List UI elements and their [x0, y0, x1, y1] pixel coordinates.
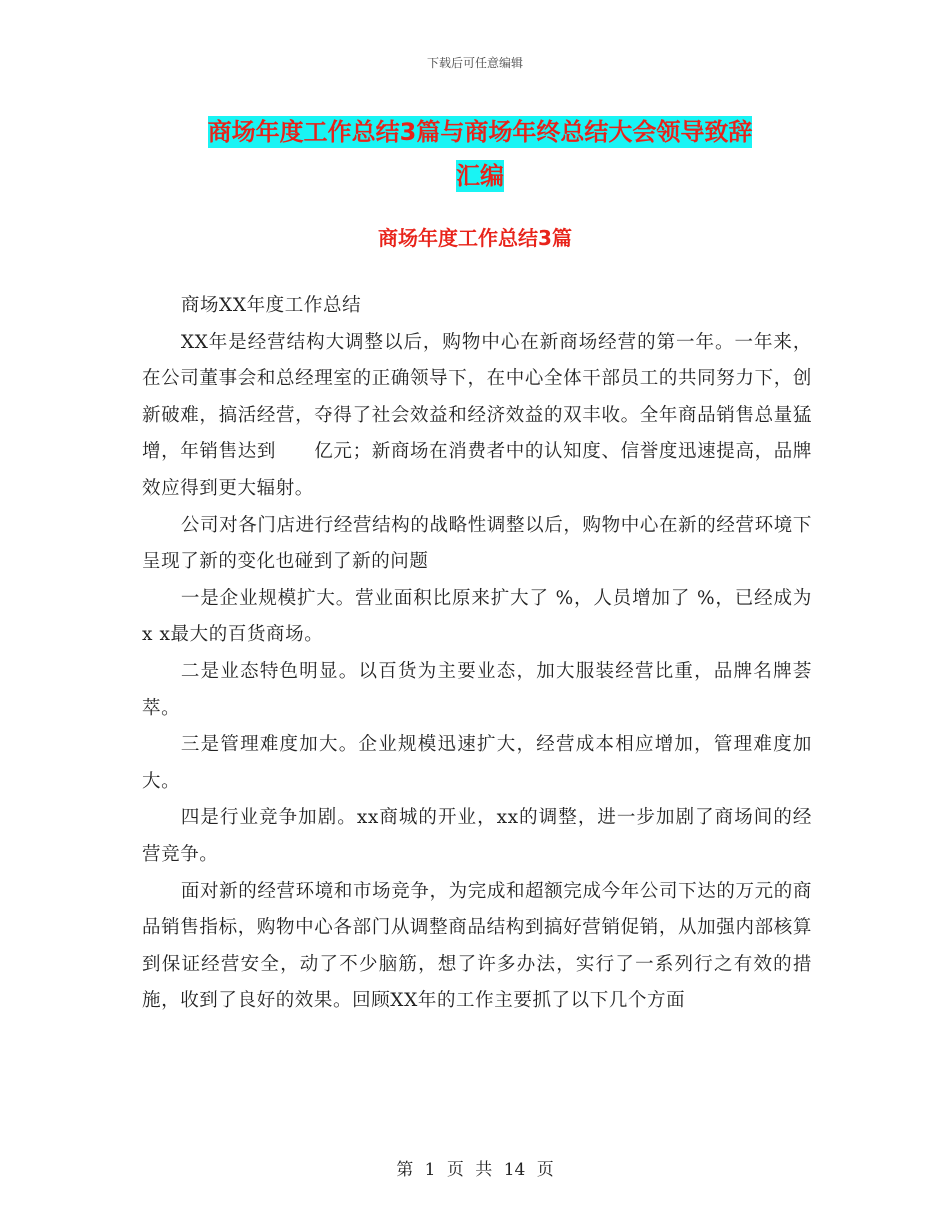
paragraph: 商场XX年度工作总结	[180, 295, 362, 316]
paragraph: 面对新的经营环境和市场竞争，为完成和超额完成今年公司下达的万元的商品销售指标，购物中心各部门从调整商品结构到搞好营销促销，从加强内部核算到保证经营安全，动了不少脑筋，想了许多办法，实行了一系列行之有效的措施，收到了良好的效果。回顾XX年的工作主要抓了以下几个方面	[142, 880, 812, 1012]
paragraph: 四是行业竞争加剧。xx商城的开业，xx的调整，进一步加剧了商场间的经营竞争。	[142, 807, 812, 865]
paragraph: 公司对各门店进行经营结构的战略性调整以后，购物中心在新的经营环境下呈现了新的变化也碰到了新的问题	[142, 514, 812, 573]
paragraph: 三是管理难度加大。企业规模迅速扩大，经营成本相应增加，管理难度加大。	[142, 734, 812, 792]
document-body	[142, 288, 812, 1020]
paragraph: XX年是经营结构大调整以后，购物中心在新商场经营的第一年。一年来，在公司董事会和总经理室的正确领导下，在中心全体干部员工的共同努力下，创新破难，搞活经营，夺得了社会效益和经济效益的双丰收。全年商品销售总量猛增，年销售达到 亿元；新商场在消费者中的认知度、信誉度迅速提高，品牌效应得到更大辐射。	[142, 331, 812, 499]
page-footer: 第 1 页 共 14 页	[396, 1160, 554, 1180]
paragraph: 一是企业规模扩大。营业面积比原来扩大了 %，人员增加了 %，已经成为x x最大的百货商场。	[142, 587, 812, 646]
section-title: 商场年度工作总结3篇	[378, 226, 572, 250]
document-title	[140, 110, 820, 198]
header-note: 下载后可任意编辑	[426, 56, 523, 70]
document-title-line1: 商场年度工作总结3篇与商场年终总结大会领导致辞	[207, 118, 753, 146]
paragraph: 二是业态特色明显。以百货为主要业态，加大服装经营比重，品牌名牌荟萃。	[142, 660, 812, 719]
document-title-line2: 汇编	[456, 162, 504, 190]
